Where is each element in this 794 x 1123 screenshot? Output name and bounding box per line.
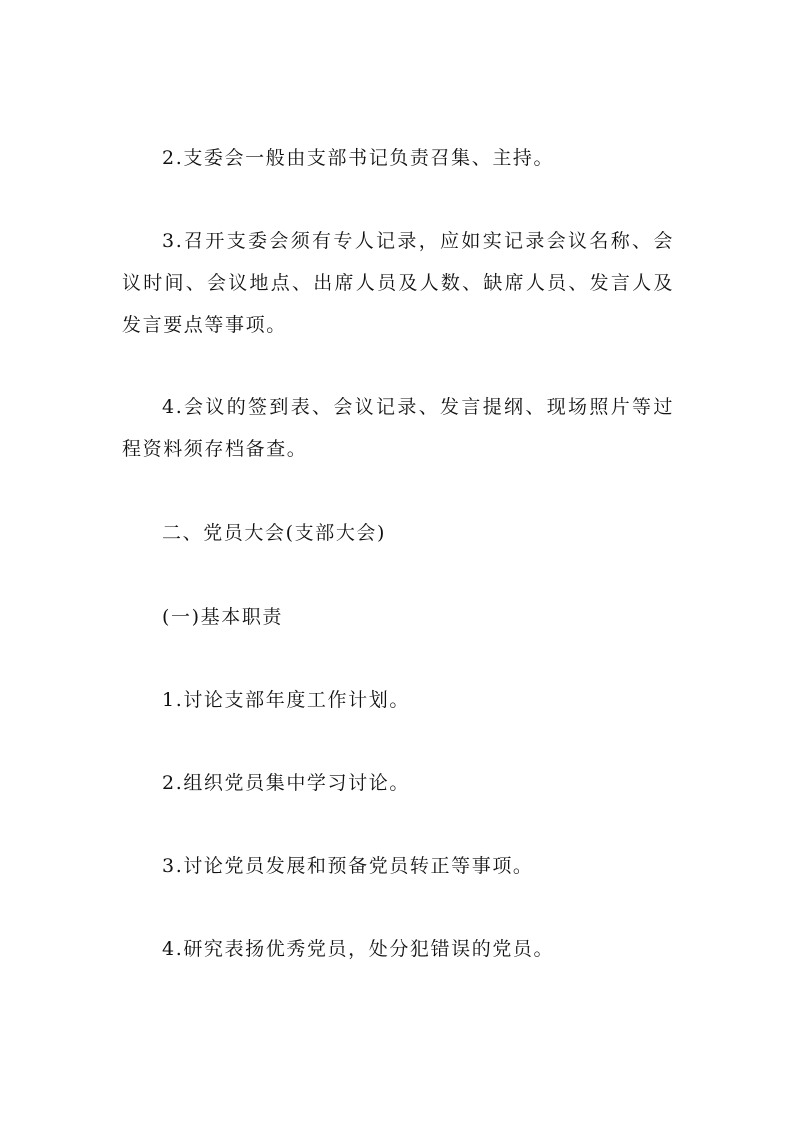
list-item-commend-and-discipline: 4.研究表扬优秀党员，处分犯错误的党员。 xyxy=(162,938,555,960)
subsection-heading-basic-duties: (一)基本职责 xyxy=(162,606,284,628)
list-item-annual-work-plan: 1.讨论支部年度工作计划。 xyxy=(162,689,410,711)
paragraph-meeting-record-requirements: 3.召开支委会须有专人记录，应如实记录会议名称、会议时间、会议地点、出席人员及人数、缺席人员、发言人及发言要点等事项。 xyxy=(122,230,674,336)
list-item-member-development: 3.讨论党员发展和预备党员转正等事项。 xyxy=(162,855,534,877)
section-heading-party-member-assembly: 二、党员大会(支部大会) xyxy=(162,522,387,544)
paragraph-archive-materials: 4.会议的签到表、会议记录、发言提纲、现场照片等过程资料须存档备查。 xyxy=(122,396,674,460)
paragraph-branch-committee-convener: 2.支委会一般由支部书记负责召集、主持。 xyxy=(162,147,555,169)
list-item-collective-study: 2.组织党员集中学习讨论。 xyxy=(162,772,410,794)
